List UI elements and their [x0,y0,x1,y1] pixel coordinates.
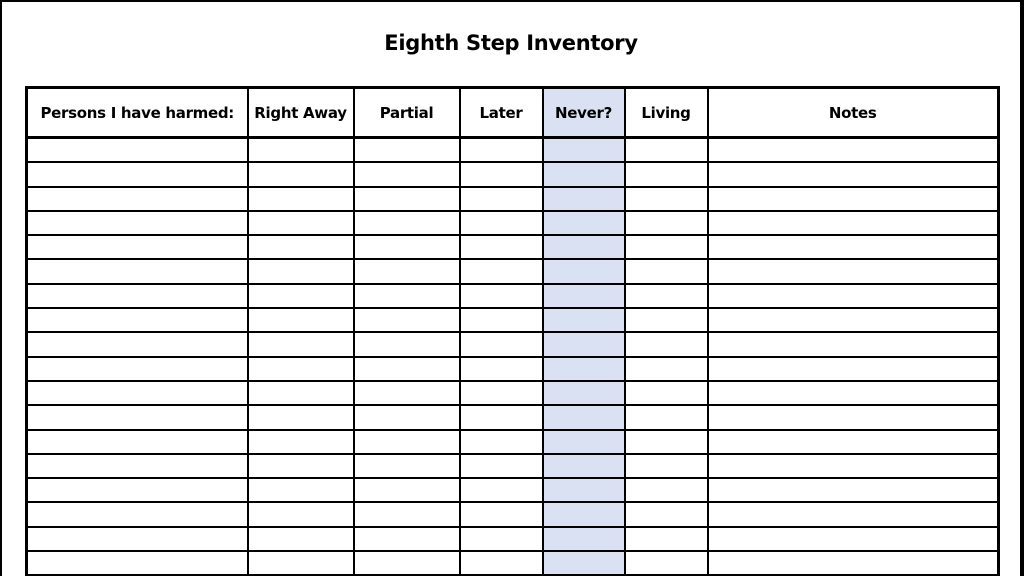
header-row [27,88,999,138]
table-cell[interactable] [354,332,460,356]
table-cell[interactable] [460,405,543,429]
table-cell[interactable] [248,551,354,575]
table-cell[interactable] [27,405,248,429]
table-cell[interactable] [460,284,543,308]
table-cell[interactable] [354,430,460,454]
table-cell[interactable] [625,332,708,356]
table-cell[interactable] [543,502,625,526]
table-cell[interactable] [625,430,708,454]
table-cell[interactable] [708,332,999,356]
table-cell[interactable] [625,454,708,478]
table-cell[interactable] [354,162,460,186]
table-cell[interactable] [708,405,999,429]
table-cell[interactable] [543,527,625,551]
table-cell[interactable] [708,235,999,259]
table-cell[interactable] [248,308,354,332]
table-cell[interactable] [248,454,354,478]
table-cell[interactable] [27,478,248,502]
table-cell[interactable] [248,259,354,283]
table-cell[interactable] [248,478,354,502]
table-row [27,502,999,526]
table-cell[interactable] [27,308,248,332]
table-cell[interactable] [625,187,708,211]
table-row [27,332,999,356]
table-cell[interactable] [27,284,248,308]
table-cell[interactable] [354,308,460,332]
table-cell[interactable] [354,235,460,259]
table-cell[interactable] [354,138,460,163]
table-cell[interactable] [708,551,999,575]
table-cell[interactable] [543,405,625,429]
table-cell[interactable] [248,430,354,454]
table-cell[interactable] [708,187,999,211]
table-cell[interactable] [27,138,248,163]
table-cell[interactable] [543,308,625,332]
table-cell[interactable] [248,187,354,211]
table-cell[interactable] [460,381,543,405]
table-cell[interactable] [460,162,543,186]
table-cell[interactable] [625,235,708,259]
table-cell[interactable] [708,454,999,478]
table-row [27,138,999,163]
table-cell[interactable] [460,430,543,454]
table-cell[interactable] [27,211,248,235]
table-cell[interactable] [354,454,460,478]
table-row [27,187,999,211]
table-cell[interactable] [625,551,708,575]
column-header-living: Living [625,88,708,138]
table-cell[interactable] [27,527,248,551]
table-cell[interactable] [708,381,999,405]
table-cell[interactable] [460,454,543,478]
table-cell[interactable] [354,357,460,381]
table-cell[interactable] [708,284,999,308]
table-cell[interactable] [354,187,460,211]
table-cell[interactable] [543,259,625,283]
table-cell[interactable] [543,430,625,454]
table-cell[interactable] [27,235,248,259]
table-row [27,235,999,259]
column-header-persons-harmed: Persons I have harmed: [27,88,248,138]
table-row [27,478,999,502]
table-row [27,308,999,332]
table-row [27,381,999,405]
table-cell[interactable] [248,405,354,429]
table-cell[interactable] [625,308,708,332]
table-row [27,527,999,551]
table-cell[interactable] [625,211,708,235]
table-cell[interactable] [460,551,543,575]
table-cell[interactable] [27,357,248,381]
table-row [27,284,999,308]
table-cell[interactable] [708,527,999,551]
table-cell[interactable] [625,138,708,163]
table-cell[interactable] [543,187,625,211]
table-cell[interactable] [625,478,708,502]
table-cell[interactable] [248,211,354,235]
table-cell[interactable] [625,162,708,186]
table-cell[interactable] [27,259,248,283]
table-cell[interactable] [708,308,999,332]
table-cell[interactable] [354,478,460,502]
column-header-right-away: Right Away [248,88,354,138]
table-cell[interactable] [460,259,543,283]
table-cell[interactable] [460,357,543,381]
table-row [27,405,999,429]
table-cell[interactable] [543,284,625,308]
table-cell[interactable] [708,211,999,235]
table-cell[interactable] [625,259,708,283]
table-cell[interactable] [27,187,248,211]
table-cell[interactable] [248,332,354,356]
table-cell[interactable] [460,478,543,502]
table-cell[interactable] [625,502,708,526]
table-cell[interactable] [625,284,708,308]
column-header-later: Later [460,88,543,138]
table-cell[interactable] [248,381,354,405]
table-cell[interactable] [354,502,460,526]
table-cell[interactable] [625,357,708,381]
page-title: Eighth Step Inventory [384,31,638,55]
table-cell[interactable] [354,381,460,405]
table-cell[interactable] [248,162,354,186]
table-row [27,162,999,186]
table-cell[interactable] [708,430,999,454]
table-cell[interactable] [708,357,999,381]
table-cell[interactable] [543,357,625,381]
table-cell[interactable] [543,551,625,575]
table-cell[interactable] [27,162,248,186]
table-row [27,454,999,478]
table-cell[interactable] [460,308,543,332]
table-cell[interactable] [543,454,625,478]
table-cell[interactable] [248,235,354,259]
table-body [27,138,999,576]
table-cell[interactable] [543,138,625,163]
table-row [27,430,999,454]
table-cell[interactable] [248,284,354,308]
worksheet-page [2,2,1020,576]
table-cell[interactable] [27,502,248,526]
table-cell[interactable] [354,211,460,235]
table-cell[interactable] [354,551,460,575]
table-cell[interactable] [27,551,248,575]
table-cell[interactable] [543,162,625,186]
table-cell[interactable] [460,235,543,259]
table-cell[interactable] [460,187,543,211]
table-row [27,211,999,235]
table-cell[interactable] [27,430,248,454]
table-cell[interactable] [460,211,543,235]
table-cell[interactable] [543,235,625,259]
table-cell[interactable] [708,259,999,283]
table-cell[interactable] [460,332,543,356]
table-cell[interactable] [27,381,248,405]
table-cell[interactable] [460,527,543,551]
table-cell[interactable] [543,332,625,356]
table-cell[interactable] [625,381,708,405]
table-cell[interactable] [354,259,460,283]
table-cell[interactable] [27,332,248,356]
table-cell[interactable] [248,357,354,381]
table-cell[interactable] [625,405,708,429]
column-header-never: Never? [543,88,625,138]
table-cell[interactable] [708,502,999,526]
table-cell[interactable] [460,502,543,526]
table-row [27,259,999,283]
table-cell[interactable] [354,527,460,551]
column-header-notes: Notes [708,88,999,138]
table-cell[interactable] [354,284,460,308]
table-cell[interactable] [248,138,354,163]
table-cell[interactable] [543,381,625,405]
table-cell[interactable] [543,211,625,235]
table-cell[interactable] [543,478,625,502]
table-row [27,357,999,381]
table-cell[interactable] [354,405,460,429]
table-cell[interactable] [248,502,354,526]
table-cell[interactable] [27,454,248,478]
table-cell[interactable] [460,138,543,163]
inventory-table [25,86,1000,576]
table-cell[interactable] [625,527,708,551]
table-cell[interactable] [708,162,999,186]
table-cell[interactable] [248,527,354,551]
table-cell[interactable] [708,138,999,163]
column-header-partial: Partial [354,88,460,138]
table-cell[interactable] [708,478,999,502]
table-row [27,551,999,575]
